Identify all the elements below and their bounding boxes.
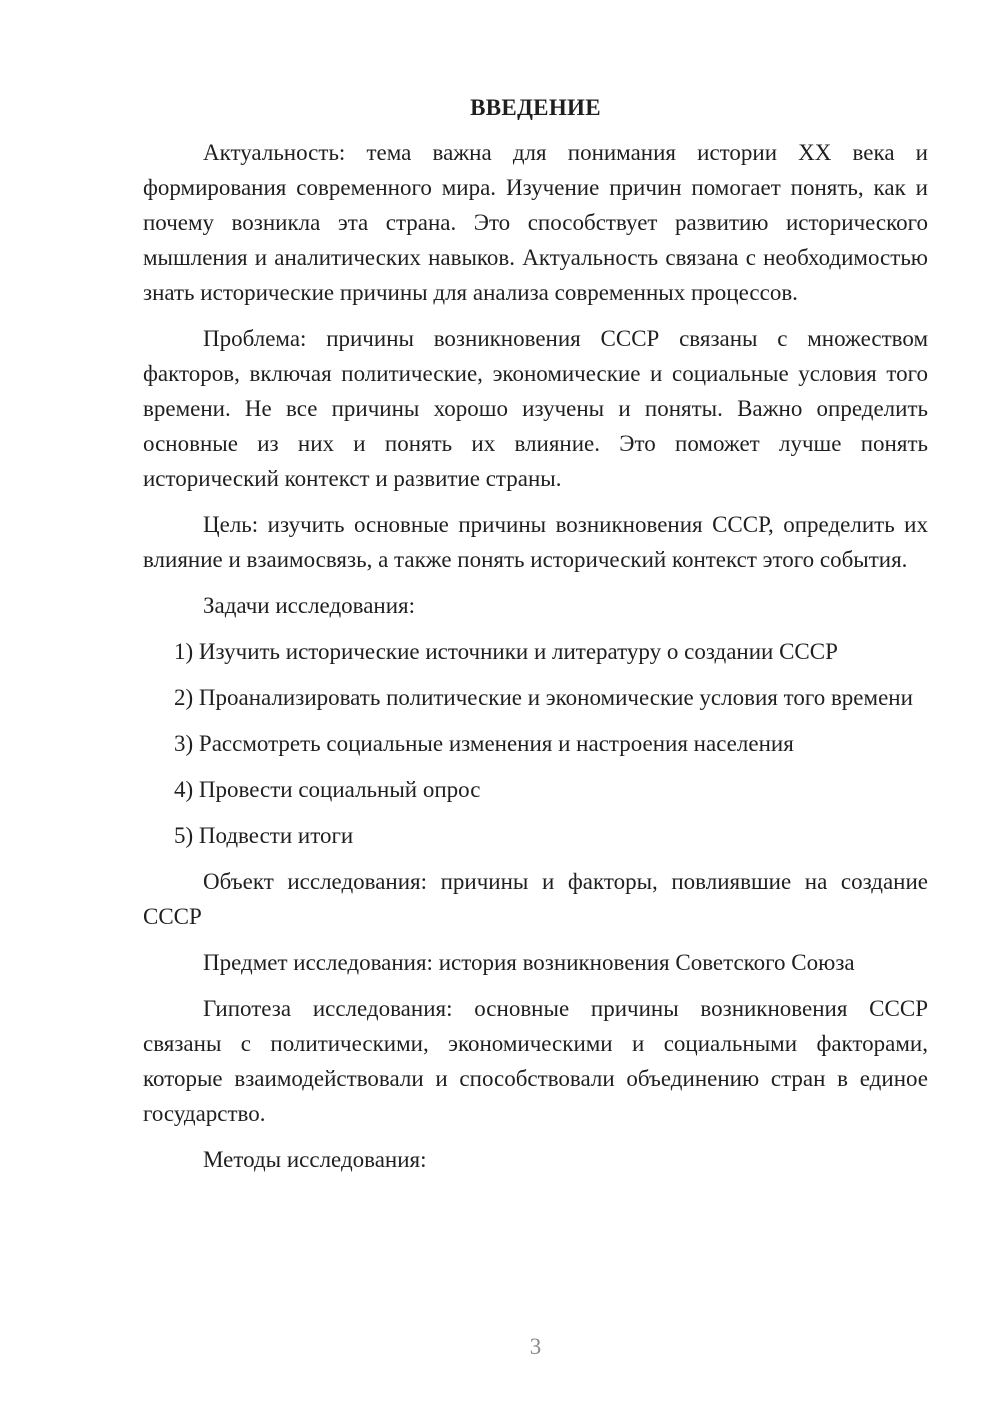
- document-page: [143, 88, 928, 1188]
- problem-paragraph: Проблема: причины возникновения СССР связаны с множеством факторов, включая политические, экономические и социальные условия того времени. Не все причины хорошо изучены и поняты. Важно определить основные из них и понять их влияние. Это поможет лучше понять исторический контекст и развитие страны.: [143, 326, 928, 491]
- task-item: 5) Подвести итоги: [174, 823, 354, 848]
- task-item: 4) Провести социальный опрос: [174, 777, 481, 802]
- methods-title: Методы исследования:: [203, 1147, 427, 1172]
- hypothesis-paragraph: Гипотеза исследования: основные причины возникновения СССР связаны с политическими, экономическими и социальными факторами, которые взаимодействовали и способствовали объединению стран в единое государство.: [143, 996, 928, 1126]
- object-paragraph: Объект исследования: причины и факторы, повлиявшие на создание СССР: [143, 869, 928, 929]
- goal-paragraph: Цель: изучить основные причины возникновения СССР, определить их влияние и взаимосвязь, а также понять исторический контекст этого события.: [143, 512, 928, 572]
- task-item: 3) Рассмотреть социальные изменения и настроения населения: [174, 731, 794, 756]
- tasks-title: Задачи исследования:: [203, 593, 416, 618]
- subject-paragraph: Предмет исследования: история возникновения Советского Союза: [203, 950, 855, 975]
- task-item: 2) Проанализировать политические и экономические условия того времени: [174, 685, 913, 710]
- page-number: 3: [529, 1334, 542, 1359]
- task-item: 1) Изучить исторические источники и литературу о создании СССР: [174, 639, 838, 664]
- relevance-paragraph: Актуальность: тема важна для понимания истории XX века и формирования современного мира. Изучение причин помогает понять, как и почему возникла эта страна. Это способствует развитию исторического мышления и аналитических навыков. Актуальность связана с необходимостью знать исторические причины для анализа современных процессов.: [143, 140, 928, 305]
- section-heading: ВВЕДЕНИЕ: [470, 95, 601, 120]
